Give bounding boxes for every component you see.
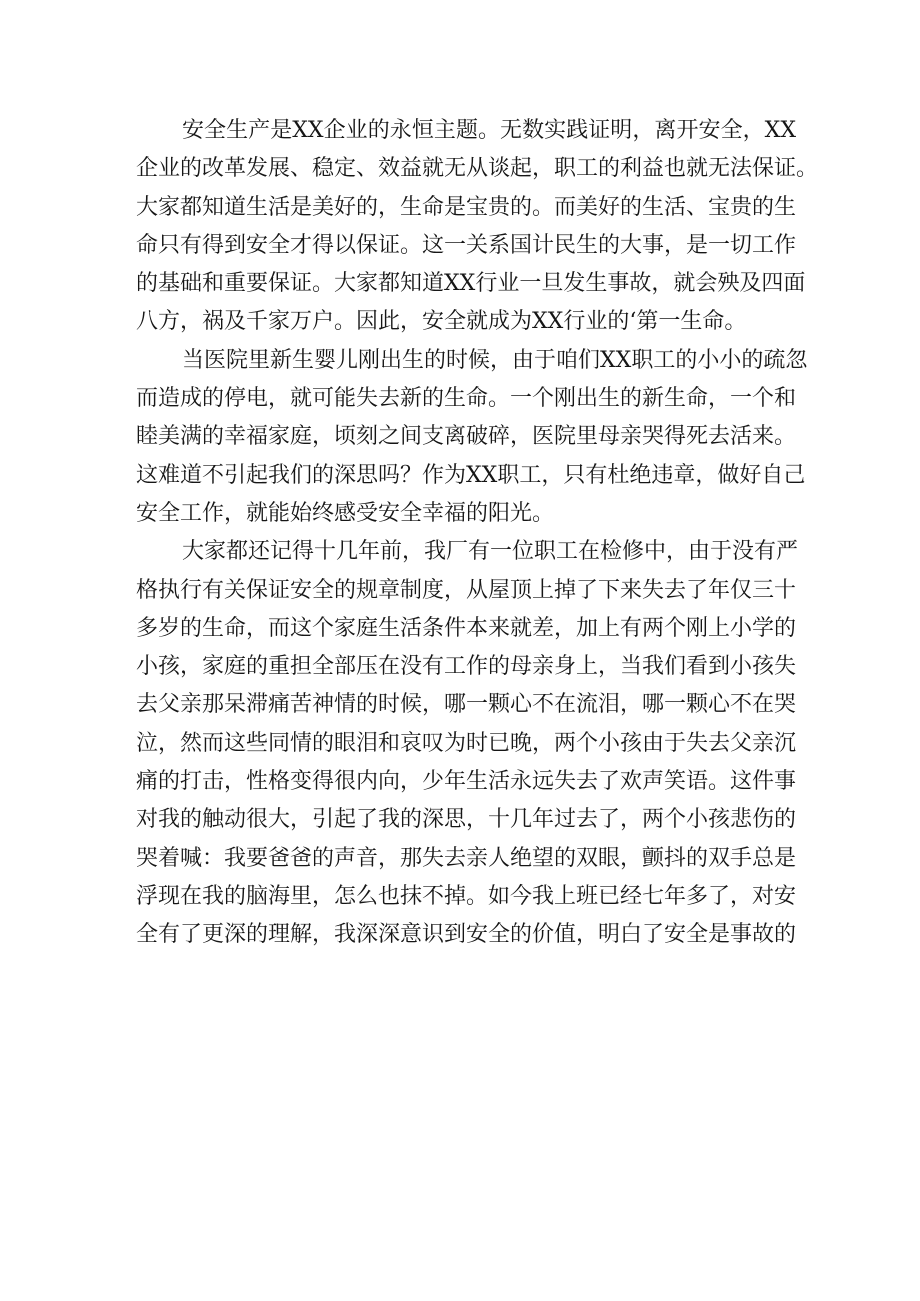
paragraph-line: 企业的改革发展、稳定、效益就无从谈起，职工的利益也就无法保证。 xyxy=(136,156,819,182)
paragraph-line: 命只有得到安全才得以保证。这一关系国计民生的大事，是一切工作 xyxy=(136,232,797,258)
paragraph-line: 的基础和重要保证。大家都知道XX行业一旦发生事故，就会殃及四面 xyxy=(136,271,806,297)
paragraph-line: 哭着喊：我要爸爸的声音，那失去亲人绝望的双眼，颤抖的双手总是 xyxy=(136,845,797,871)
paragraph-line: 安全工作，就能始终感受安全幸福的阳光。 xyxy=(136,500,555,526)
paragraph-line: 这难道不引起我们的深思吗？作为XX职工，只有杜绝违章，做好自己 xyxy=(136,462,806,488)
paragraph-line: 大家都知道生活是美好的，生命是宝贵的。而美好的生活、宝贵的生 xyxy=(136,194,797,220)
document-body xyxy=(136,112,819,955)
paragraph-line: 多岁的生命，而这个家庭生活条件本来就差，加上有两个刚上小学的 xyxy=(136,615,797,641)
paragraph-line: 格执行有关保证安全的规章制度，从屋顶上掉了下来失去了年仅三十 xyxy=(136,577,797,603)
paragraph-line: 小孩，家庭的重担全部压在没有工作的母亲身上，当我们看到小孩失 xyxy=(136,654,797,680)
paragraph-line: 对我的触动很大，引起了我的深思，十几年过去了，两个小孩悲伤的 xyxy=(136,807,797,833)
paragraph-line: 泣，然而这些同情的眼泪和哀叹为时已晚，两个小孩由于失去父亲沉 xyxy=(136,730,797,756)
paragraph-line: 睦美满的幸福家庭，顷刻之间支离破碎，医院里母亲哭得死去活来。 xyxy=(136,424,797,450)
paragraph-line: 大家都还记得十几年前，我厂有一位职工在检修中，由于没有严 xyxy=(182,539,799,565)
paragraph-line: 痛的打击，性格变得很内向，少年生活永远失去了欢声笑语。这件事 xyxy=(136,769,797,795)
paragraph-line: 去父亲那呆滞痛苦神情的时候，哪一颗心不在流泪，哪一颗心不在哭 xyxy=(136,692,797,718)
paragraph-line: 浮现在我的脑海里，怎么也抹不掉。如今我上班已经七年多了，对安 xyxy=(136,883,797,909)
paragraph-line: 而造成的停电，就可能失去新的生命。一个刚出生的新生命，一个和 xyxy=(136,386,797,412)
paragraph-2 xyxy=(136,342,808,533)
paragraph-3 xyxy=(136,533,799,954)
paragraph-line: 八方，祸及千家万户。因此，安全就成为XX行业的‘第一生命。 xyxy=(136,309,747,335)
paragraph-line: 全有了更深的理解，我深深意识到安全的价值，明白了安全是事故的 xyxy=(136,922,797,948)
paragraph-line: 当医院里新生婴儿刚出生的时候，由于咱们XX职工的小小的疏忽 xyxy=(182,347,808,373)
paragraph-1 xyxy=(136,112,819,342)
paragraph-line: 安全生产是XX企业的永恒主题。无数实践证明，离开安全，XX xyxy=(182,118,796,143)
